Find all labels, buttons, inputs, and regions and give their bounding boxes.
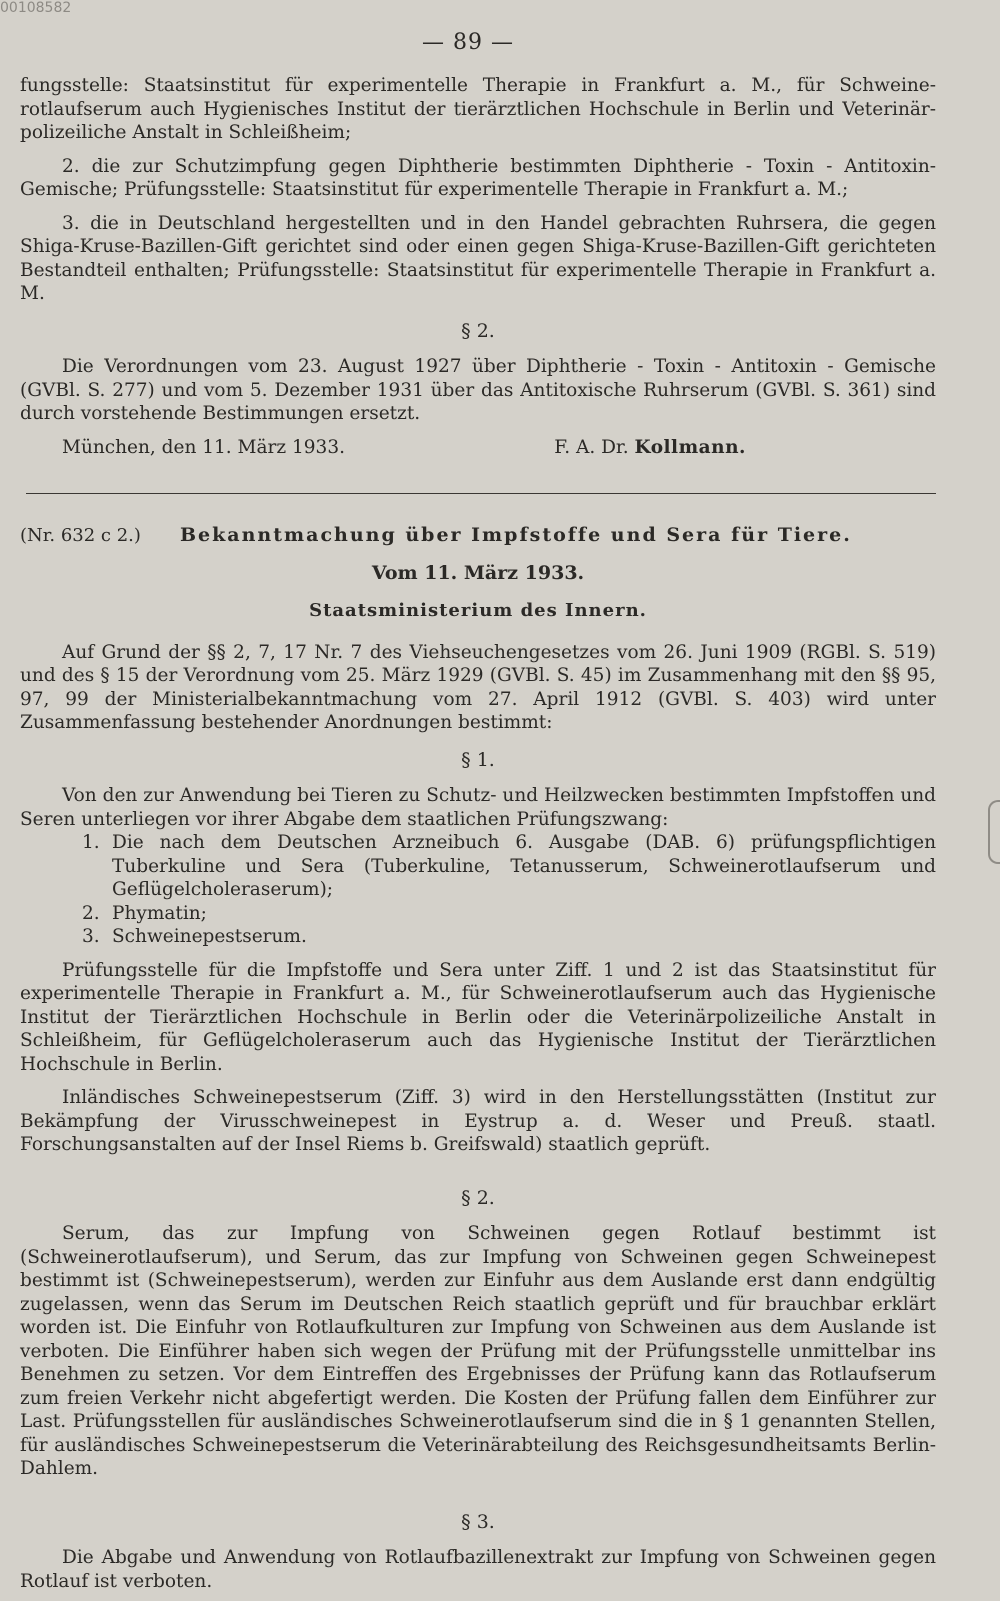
section-2-paragraph: Serum, das zur Impfung von Schweinen gegen Rotlauf bestimmt ist (Schweinerotlaufserum), und Serum, das zur Impfung von Schweinen gegen Schweinepest bestimmt ist (Schweinepestserum), werden zur Einfuhr aus dem Auslande erst dann endgültig zugelassen, wenn das Serum im Deutschen Reich staatlich geprüft und für brauchbar erklärt worden ist. Die Einfuhr von Rotlaufkulturen zur Impfung von Schweinen aus dem Auslande ist verboten. Die Einführer haben sich wegen der Prüfung mit der Prüfungsstelle unmittelbar ins Benehmen zu setzen. Vor dem Eintreffen des Ergebnisses der Prüfung kann das Rotlaufserum zum freien Verkehr nicht abgefertigt werden. Die Kosten der Prüfung fallen dem Einführer zur Last. Prüfungsstellen für ausländisches Schweinerotlaufserum sind die in § 1 genannten Stellen, für ausländisches Schweinepestserum die Veterinärabteilung des Reichsgesundheitsamts Berlin-Dahlem. bbox=[20, 1223, 936, 1479]
section-1-heading: § 1. bbox=[461, 748, 495, 771]
list-item-text: Schweinepestserum. bbox=[112, 926, 307, 947]
ministry-line: Staatsministerium des Innern. bbox=[309, 600, 647, 621]
list-item bbox=[20, 831, 936, 902]
divider bbox=[26, 493, 936, 494]
page-edge-curl bbox=[988, 800, 1000, 864]
signer-name: Kollmann. bbox=[634, 436, 746, 458]
announcement-header bbox=[20, 524, 936, 548]
place-date: München, den 11. März 1933. bbox=[62, 436, 345, 458]
section-3-paragraph: Die Abgabe und Anwendung von Rotlaufbazillenextrakt zur Impfung von Schweinen gegen Rotlauf ist verboten. bbox=[20, 1547, 936, 1592]
list-item-text: Phymatin; bbox=[112, 902, 207, 924]
signer-prefix: F. A. Dr. bbox=[554, 436, 629, 458]
section-1-list bbox=[20, 831, 936, 949]
section-heading: § 2. bbox=[461, 319, 495, 342]
page-content bbox=[20, 74, 936, 1593]
announcement-number: (Nr. 632 c 2.) bbox=[20, 525, 141, 546]
list-item-text: Die nach dem Deutschen Arzneibuch 6. Ausgabe (DAB. 6) prüfungspflichtigen Tuberkuline und Sera (Tuberkuline, Tetanusserum, Schweinerotlaufserum und Geflügelcholeraserum); bbox=[112, 832, 936, 900]
repeal-paragraph: Die Verordnungen vom 23. August 1927 über Diphtherie - Toxin - Antitoxin - Gemische (GVBl. S. 277) und vom 5. Dezember 1931 über das Antitoxische Ruhrserum (GVBl. S. 361) sind durch vorstehende Bestimmungen ersetzt. bbox=[20, 356, 936, 424]
signature-row bbox=[20, 436, 936, 460]
announcement-title: Bekanntmachung über Impfstoffe und Sera für Tiere. bbox=[180, 524, 852, 546]
section-1-paragraph-2: Prüfungsstelle für die Impfstoffe und Sera unter Ziff. 1 und 2 ist das Staatsinstitut für experimentelle Therapie in Frankfurt a. M., für Schweinerotlaufserum auch das Hygienische Institut der Tierärztlichen Hochschule in Berlin oder die Veterinärpolizeiliche Anstalt in Schleißheim, für Geflügelcholeraserum auch das Hygienische Institut der Tierärztlichen Hochschule in Berlin. bbox=[20, 959, 936, 1075]
scan-edge-mark: 00108582 bbox=[0, 0, 72, 16]
list-item-number: 2. bbox=[82, 902, 100, 924]
list-item-number: 1. bbox=[82, 832, 100, 853]
list-item-2: 2. die zur Schutzimpfung gegen Diphtherie bestimmten Diphtherie - Toxin - Antitoxin-Gemische; Prüfungsstelle: Staatsinstitut für experimentelle Therapie in Frankfurt a. M.; bbox=[20, 155, 936, 200]
signature bbox=[554, 436, 746, 460]
page-number: — 89 — bbox=[422, 30, 514, 55]
section-2-heading: § 2. bbox=[461, 1186, 495, 1209]
list-item-number: 3. bbox=[82, 926, 100, 947]
list-item bbox=[20, 925, 936, 949]
section-1-intro: Von den zur Anwendung bei Tieren zu Schutz- und Heilzwecken bestimmten Impfstoffen und Seren unterliegen vor ihrer Abgabe dem staatlichen Prüfungszwang: bbox=[20, 785, 936, 830]
intro-paragraph: Auf Grund der §§ 2, 7, 17 Nr. 7 des Viehseuchengesetzes vom 26. Juni 1909 (RGBl. S. 519) und des § 15 der Verordnung vom 25. März 1929 (GVBl. S. 45) im Zusammenhang mit den §§ 95, 97, 99 der Ministerialbekanntmachung vom 27. April 1912 (GVBl. S. 403) wird unter Zusammenfassung bestehender Anordnungen bestimmt: bbox=[20, 641, 936, 733]
section-1-paragraph-3: Inländisches Schweinepestserum (Ziff. 3) wird in den Herstellungsstätten (Institut zur Bekämpfung der Virusschweinepest in Eystrup a. d. Weser und Preuß. staatl. Forschungsanstalten auf der Insel Riems b. Greifswald) staatlich geprüft. bbox=[20, 1087, 936, 1155]
list-item bbox=[20, 902, 936, 926]
list-item-3: 3. die in Deutschland hergestellten und in den Handel gebrachten Ruhrsera, die gegen Shiga-Kruse-Bazillen-Gift gerichtet sind oder einen gegen Shiga-Kruse-Bazillen-Gift gerichteten Bestandteil enthalten; Prüfungsstelle: Staatsinstitut für experimentelle Therapie in Frankfurt a. M. bbox=[20, 212, 936, 304]
announcement-date: Vom 11. März 1933. bbox=[371, 561, 585, 584]
continuation-paragraph: fungsstelle: Staatsinstitut für experimentelle Therapie in Frankfurt a. M., für Schweine-rotlaufserum auch Hygienisches Institut der tierärztlichen Hochschule in Berlin und Veterinär-polizeiliche Anstalt in Schleißheim; bbox=[20, 75, 936, 143]
section-3-heading: § 3. bbox=[461, 1510, 495, 1533]
